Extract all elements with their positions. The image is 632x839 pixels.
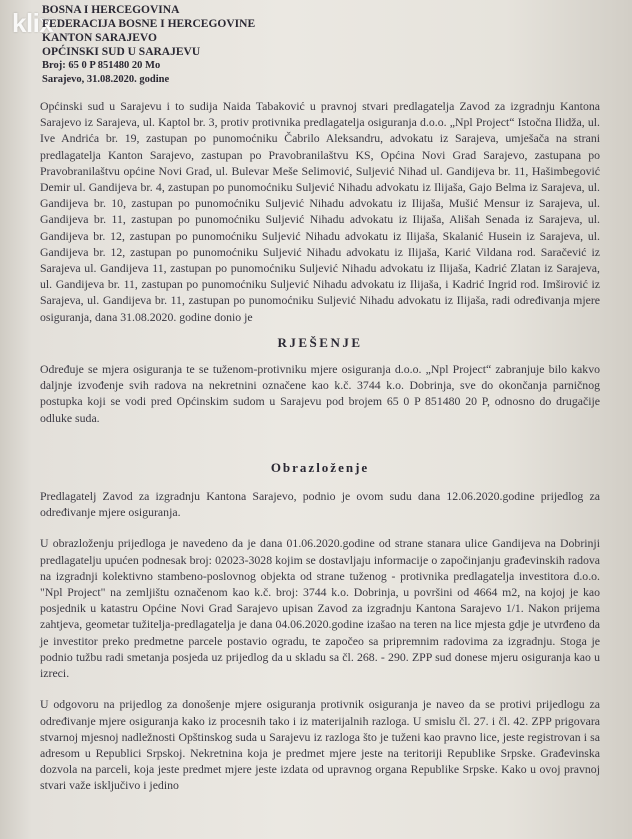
ruling-title: RJEŠENJE	[277, 334, 363, 350]
intro-paragraph: Općinski sud u Sarajevu i to sudija Naida Tabaković u pravnoj stvari predlagatelja Zavod za izgradnju Kantona Sarajevo iz Sarajeva, ul. Kaptol br. 3, protiv protivnika predlagatelja osiguranja d.o.o. „Npl Project“ Istočna Ilidža, ul. Ive Andrića br. 19, zastupan po punomoćniku Čabrilo Aleksandru, advokatu iz Sarajeva, umješača na strani predlagatelja Kanton Sarajevo, zastupan po Pravobranilaštvu KS, Općina Novi Grad Sarajevo, zastupana po Pravobranilaštvu općine Novi Grad, ul. Bulevar Meše Selimović, Suljević Nihad ul. Gandijeva br. 11, Hašimbegović Demir ul. Gandijeva br. 4, zastupan po punomoćniku Suljević Nihadu advokatu iz Ilijaša, Gajo Belma iz Sarajeva, ul. Gandijeva br. 10, zastupan po punomoćniku Suljević Nihadu advokatu iz Ilijaša, Mušić Mensur iz Sarajeva, ul. Gandijeva br. 11, zastupan po punomoćniku Suljević Nihadu advokatu iz Ilijaša, Ališah Senada iz Sarajeva, ul. Gandijeva br. 12, zastupan po punomoćniku Suljević Nihadu advokatu iz Ilijaša, Skalanić Husein iz Sarajeva, ul. Gandijeva br. 12, zastupan po punomoćniku Suljević Nihadu advokatu iz Ilijaša, Karić Vildana rod. Saračević iz Sarajeva ul. Gandijeva 11, zastupan po punomoćniku Suljević Nihadu advokatu iz Ilijaša, Kadrić Zlatan iz Sarajeva, ul. Gandijeva br. 11, zastupan po punomoćniku Suljević Nihadu advokatu iz Ilijaša, i Kadrić Ingrid rod. Imširović iz Sarajeva, ul. Gandijeva br. 11, zastupan po punomoćniku Suljević Nihadu advokatu iz Ilijaša, radi određivanja mjere osiguranja, dana 31.08.2020. godine donio je	[40, 99, 600, 324]
header-canton: KANTON SARAJEVO	[42, 32, 157, 44]
ruling-paragraph: Određuje se mjera osiguranja te se tuženom-protivniku mjere osiguranja d.o.o. „Npl Project“ zabranjuje bilo kakvo daljnje izvođenje svih radova na nekretnini označene kao k.č. 3744 k.o. Dobrinja, sve do okončanja parničnog postupka koji se vodi pred Općinskim sudom u Sarajevu pod brojem 65 0 P 851480 20 P, odnosno do drugačije odluke suda.	[40, 362, 600, 425]
header-court: OPĆINSKI SUD U SARAJEVU	[42, 46, 201, 58]
header-country: BOSNA I HERCEGOVINA	[42, 4, 180, 16]
reasoning-paragraph-3: U odgovoru na prijedlog za donošenje mjere osiguranja protivnik osiguranja je naveo da se protivi prijedlogu za određivanje mjere osiguranja kako iz procesnih tako i iz materijalnih razloga. U smislu čl. 27. i čl. 42. ZPP prigovara stvarnoj mjesnoj nadležnosti Opštinskog suda u Sarajevu iz razloga što je tuženi kao pravno lice, jeste registrovan i sa adresom u Republici Srpskoj. Nekretnina koja je predmet mjere jeste na teritoriji Republike Srpske. Građevinska dozvola na parceli, koja jeste predmet mjere jeste izdata od upravnog organa Republike Srpske. Kako u ovoj pravnoj stvari važe isključivo i jedino	[40, 697, 600, 793]
reasoning-paragraph-1: Predlagatelj Zavod za izgradnju Kantona Sarajevo, podnio je ovom sudu dana 12.06.2020.godine prijedlog za određivanje mjere osiguranja.	[40, 489, 600, 520]
place-date: Sarajevo, 31.08.2020. godine	[42, 74, 170, 85]
reasoning-title: Obrazloženje	[270, 459, 370, 475]
header-federation: FEDERACIJA BOSNE I HERCEGOVINE	[42, 18, 256, 30]
reasoning-paragraph-2: U obrazloženju prijedloga je navedeno da je dana 01.06.2020.godine od strane stanara ulice Gandijeva na Dobrinji predlagatelju upućen podnesak broj: 02023-3028 kojim se dostavljaju informacije o započinjanju građevinskih radova na izgradnji kolektivno stambeno-poslovnog objekta od strane tuženog - protivnika predlagatelja investitora d.o.o. "Npl Project" na zemljištu označenom kao k.č. broj: 3744 k.o. Dobrinja, u površini od 4664 m2, na kojoj je kao posjednik u katastru Općine Novi Grad Sarajevo upisan Zavod za izgradnju Kantona Sarajevo 1/1. Nakon prijema zahtjeva, geometar tužitelja-predlagatelja je dana 04.06.2020.godine izašao na teren na lice mjesta gdje je utvrđeno da je investitor preko predmetne parcele postavio ogradu, te započeo sa pripremnim radovima za izgradnju. Stoga je podnio tužbu radi smetanja posjeda uz prijedlog da u skladu sa čl. 268. - 290. ZPP sud donese mjeru osiguranja kao u izreci.	[40, 536, 600, 681]
document-body	[40, 98, 600, 794]
klix-watermark-logo: klix	[12, 8, 54, 38]
case-number: Broj: 65 0 P 851480 20 Mo	[42, 60, 161, 71]
court-header	[42, 3, 255, 87]
